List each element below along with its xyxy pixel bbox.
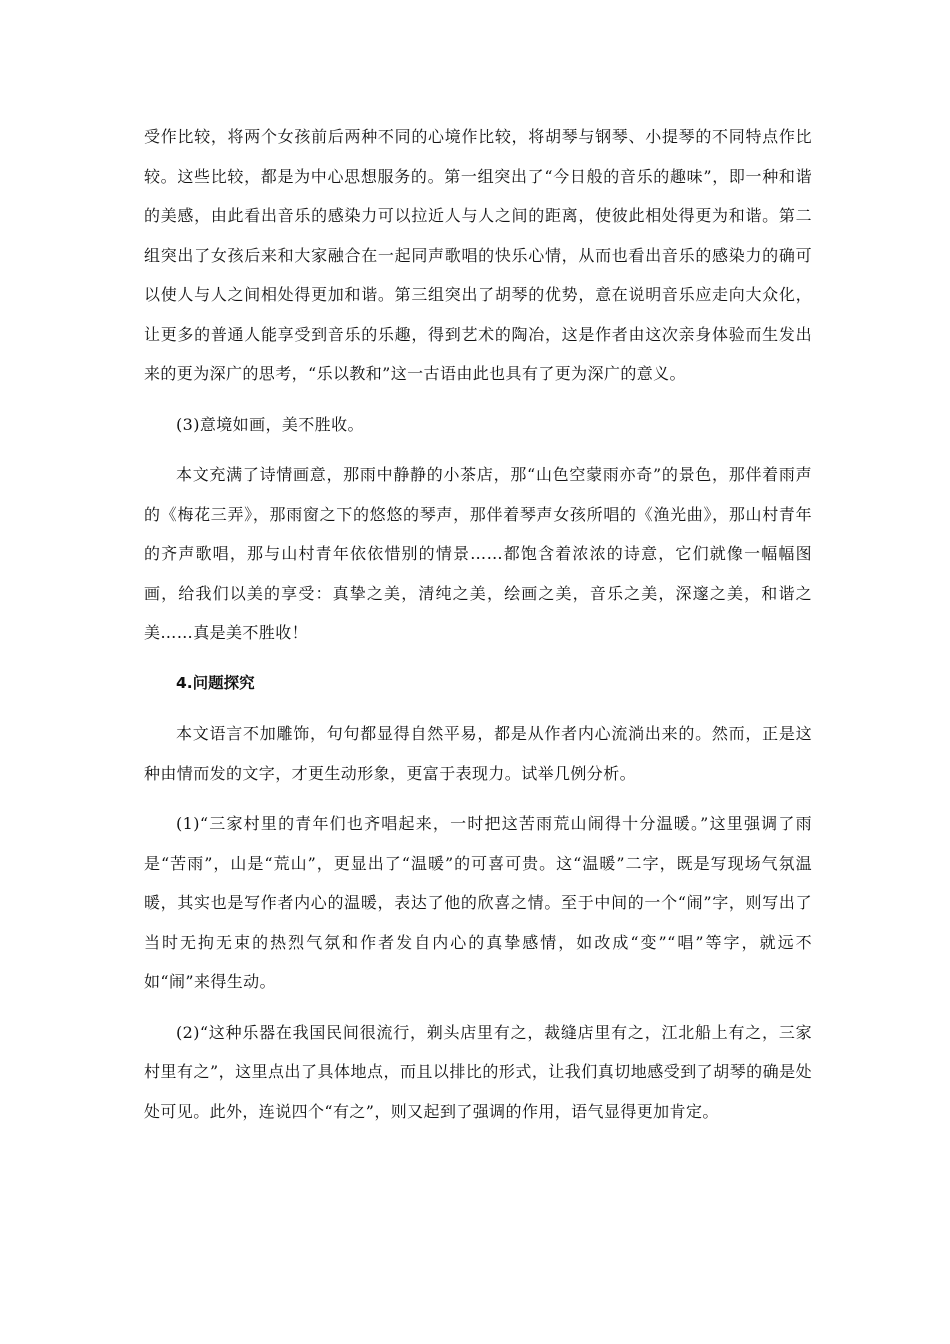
body-paragraph-imagery: 本文充满了诗情画意，那雨中静静的小茶店，那“山色空蒙雨亦奇”的景色，那伴着雨声的《梅花三弄》，那雨窗之下的悠悠的琴声，那伴着琴声女孩所唱的《渔光曲》，那山村青年的齐声歌唱，那与山村青年依依惜别的情景……都饱含着浓浓的诗意，它们就像一幅幅图画，给我们以美的享受：真挚之美，清纯之美，绘画之美，音乐之美，深邃之美，和谐之美……真是美不胜收！	[144, 465, 812, 642]
example-paragraph-2: (2)“这种乐器在我国民间很流行，剃头店里有之，裁缝店里有之，江北船上有之，三家村里有之”，这里点出了具体地点，而且以排比的形式，让我们真切地感受到了胡琴的确是处处可见。此外，连说四个“有之”，则又起到了强调的作用，语气显得更加肯定。	[144, 1022, 812, 1121]
section-heading-question-inquiry: 4.问题探究	[176, 673, 255, 692]
document-page	[144, 117, 812, 1131]
subsection-point-3: (3)意境如画，美不胜收。	[176, 414, 364, 434]
body-paragraph-language: 本文语言不加雕饰，句句都显得自然平易，都是从作者内心流淌出来的。然而，正是这种由情而发的文字，才更生动形象，更富于表现力。试举几例分析。	[144, 724, 812, 783]
body-paragraph-continued: 受作比较，将两个女孩前后两种不同的心境作比较，将胡琴与钢琴、小提琴的不同特点作比较。这些比较，都是为中心思想服务的。第一组突出了“今日般的音乐的趣味”，即一种和谐的美感，由此看出音乐的感染力可以拉近人与人之间的距离，使彼此相处得更为和谐。第二组突出了女孩后来和大家融合在一起同声歌唱的快乐心情，从而也看出音乐的感染力的确可以使人与人之间相处得更加和谐。第三组突出了胡琴的优势，意在说明音乐应走向大众化，让更多的普通人能享受到音乐的乐趣，得到艺术的陶冶，这是作者由这次亲身体验而生发出来的更为深广的思考，“乐以教和”这一古语由此也具有了更为深广的意义。	[144, 127, 812, 383]
example-paragraph-1: (1)“三家村里的青年们也齐唱起来，一时把这苦雨荒山闹得十分温暖。”这里强调了雨是“苦雨”，山是“荒山”，更显出了“温暖”的可喜可贵。这“温暖”二字，既是写现场气氛温暖，其实也是写作者内心的温暖，表达了他的欣喜之情。至于中间的一个“闹”字，则写出了当时无拘无束的热烈气氛和作者发自内心的真挚感情，如改成“变”“唱”等字，就远不如“闹”来得生动。	[144, 814, 812, 991]
